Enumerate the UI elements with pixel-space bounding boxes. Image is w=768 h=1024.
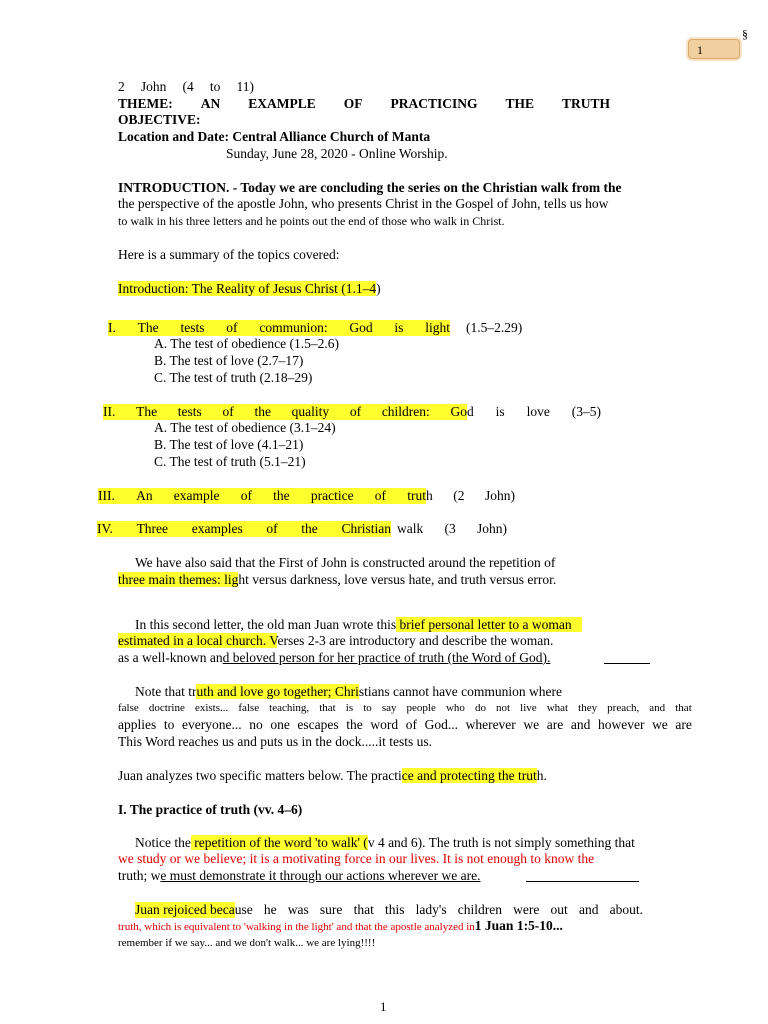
outline-ii-sub-c: C. The test of truth (5.1–21) bbox=[154, 454, 306, 469]
outline-item-iv: IV. Three examples of the Christian walk (3 John) bbox=[97, 521, 507, 536]
outline-i-sub-a: A. The test of obedience (1.5–2.6) bbox=[154, 336, 339, 351]
underline-extension bbox=[604, 663, 650, 664]
paragraph-second-letter-line-3: as a well-known and beloved person for her practice of truth (the Word of God). bbox=[118, 650, 551, 665]
theme-heading: THEME: AN EXAMPLE OF PRACTICING THE TRUTH bbox=[118, 96, 610, 111]
objective-heading: OBJECTIVE: bbox=[118, 112, 201, 127]
footer-page-number: 1 bbox=[380, 999, 387, 1014]
paragraph-walk-line-3: truth; we must demonstrate it through our actions wherever we are. bbox=[118, 868, 481, 883]
intro-line-3: to walk in his three letters and he points out the end of those who walk in Christ. bbox=[118, 214, 505, 228]
outline-item-i: I. The tests of communion: God is light (1.5–2.29) bbox=[108, 320, 523, 335]
outline-i-sub-b: B. The test of love (2.7–17) bbox=[154, 353, 304, 368]
outline-item-ii: II. The tests of the quality of children: Go d is love (3–5) bbox=[103, 404, 601, 419]
paragraph-second-letter-line-1: In this second letter, the old man Juan wrote this brief personal letter to a woman bbox=[135, 617, 582, 633]
paragraph-truth-love-line-4: This Word reaches us and puts us in the dock.....it tests us. bbox=[118, 734, 433, 749]
passage-reference: 2 John (4 to 11) bbox=[118, 79, 254, 94]
outline-ii-sub-a: A. The test of obedience (3.1–24) bbox=[154, 420, 336, 435]
paragraph-second-letter-line-2: estimated in a local church. Verses 2-3 are introductory and describe the woman. bbox=[118, 633, 554, 648]
paragraph-themes-line-1: We have also said that the First of John is constructed around the repetition of bbox=[135, 555, 556, 570]
paragraph-truth-love-line-2: false doctrine exists... false teaching, that is to say people who do not live what they preach, and that bbox=[118, 702, 692, 714]
outline-item-iii: III. An example of the practice of trut h (2 John) bbox=[98, 488, 515, 503]
paragraph-rejoiced-line-2: truth, which is equivalent to 'walking in the light' and that the apostle analyzed in1 Juan 1:5-10... bbox=[118, 918, 563, 933]
paragraph-rejoiced-line-3: remember if we say... and we don't walk... we are lying!!!! bbox=[118, 937, 376, 949]
paragraph-two-matters: Juan analyzes two specific matters below. The practice and protecting the truth. bbox=[118, 768, 547, 783]
paragraph-truth-love-line-1: Note that truth and love go together; Christians cannot have communion where bbox=[135, 684, 563, 699]
section-heading-practice-of-truth: I. The practice of truth (vv. 4–6) bbox=[118, 802, 303, 817]
underline-extension-2 bbox=[526, 881, 639, 882]
section-mark: § bbox=[742, 27, 748, 41]
paragraph-truth-love-line-3: applies to everyone... no one escapes the word of God... wherever we are and however we are bbox=[118, 717, 692, 732]
introduction-heading: INTRODUCTION. - Today we are concluding the series on the Christian walk from the bbox=[118, 180, 622, 195]
outline-ii-sub-b: B. The test of love (4.1–21) bbox=[154, 437, 304, 452]
paragraph-rejoiced-line-1: Juan rejoiced beca use he was sure that this lady's children were out and about. bbox=[135, 902, 643, 917]
outline-introduction-item: Introduction: The Reality of Jesus Christ (1.1–4) bbox=[118, 281, 381, 296]
paragraph-walk-line-1: Notice the repetition of the word 'to walk' (v 4 and 6). The truth is not simply something that bbox=[135, 835, 635, 850]
outline-i-sub-c: C. The test of truth (2.18–29) bbox=[154, 370, 313, 385]
intro-line-2: the perspective of the apostle John, who presents Christ in the Gospel of John, tells us how bbox=[118, 196, 609, 211]
summary-line: Here is a summary of the topics covered: bbox=[118, 247, 340, 262]
paragraph-walk-line-2: we study or we believe; it is a motivating force in our lives. It is not enough to know the bbox=[118, 851, 595, 866]
paragraph-themes-line-2: three main themes: light versus darkness, love versus hate, and truth versus error. bbox=[118, 572, 557, 587]
page-number-badge: 1 bbox=[688, 39, 740, 59]
date-line: Sunday, June 28, 2020 - Online Worship. bbox=[226, 146, 448, 161]
location-line: Location and Date: Central Alliance Church of Manta bbox=[118, 129, 431, 144]
